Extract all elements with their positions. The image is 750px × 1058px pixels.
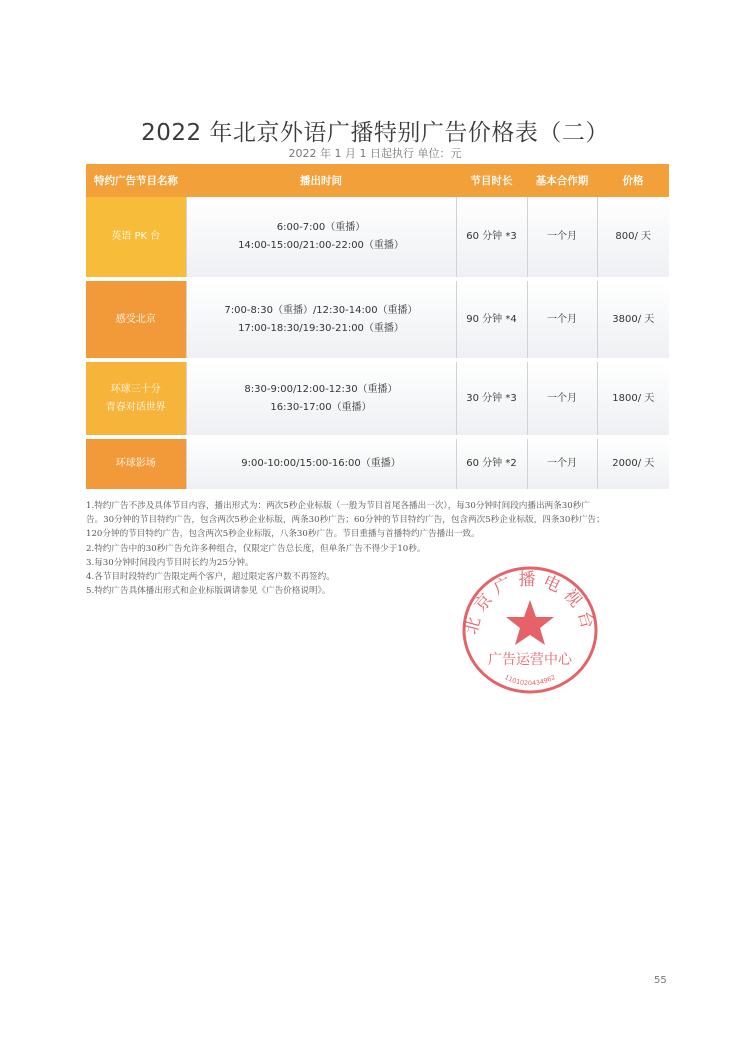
- seal-number: 1101020434962: [503, 673, 557, 688]
- program-name-cell: [86, 360, 186, 437]
- header-program-name: 特约广告节目名称: [86, 164, 186, 197]
- period-cell: 一个月: [527, 197, 597, 279]
- header-air-time: 播出时间: [186, 164, 456, 197]
- program-name: 感受北京: [115, 313, 156, 325]
- duration-cell: 30 分钟 *3: [456, 360, 527, 437]
- air-time-cell: [186, 279, 456, 360]
- table-row: [86, 360, 669, 437]
- svg-text:1101020434962: [503, 673, 557, 687]
- period-cell: 一个月: [527, 360, 597, 437]
- note-line: 120分钟的节目特约广告，包含两次5秒企业标版，八条30秒广告。节目重播与首播特约广告播出一致。: [86, 529, 480, 540]
- price-cell: 800/ 天: [597, 197, 669, 279]
- header-duration: 节目时长: [456, 164, 527, 197]
- seal-top-text: 北京广播电视台: [461, 570, 599, 637]
- table-row: [86, 197, 669, 279]
- air-time-line: 9:00-10:00/15:00-16:00（重播）: [241, 458, 401, 469]
- air-time-line: 17:00-18:30/19:30-21:00（重播）: [238, 322, 404, 334]
- period-cell: 一个月: [527, 279, 597, 360]
- note-line: 3.每30分钟时间段内节目时长约为25分钟。: [86, 557, 254, 568]
- table-row: [86, 279, 669, 360]
- duration-cell: 90 分钟 *4: [456, 279, 527, 360]
- program-name-cell: [86, 279, 186, 360]
- duration-cell: 60 分钟 *3: [456, 197, 527, 279]
- price-cell: 1800/ 天: [597, 360, 669, 437]
- price-cell: 2000/ 天: [597, 437, 669, 491]
- note-line: 4.各节目时段特约广告限定两个客户，超过限定客户数不再签约。: [86, 572, 335, 583]
- price-cell: 3800/ 天: [597, 279, 669, 360]
- period-cell: 一个月: [527, 437, 597, 491]
- air-time-cell: [186, 437, 456, 491]
- air-time-line: 6:00-7:00（重播）: [276, 222, 366, 233]
- page-subtitle: 2022 年 1 月 1 日起执行 单位：元: [288, 147, 462, 160]
- note-line: 2.特约广告中的30秒广告允许多种组合，仅限定广告总长度，但单条广告不得少于10秒。: [86, 543, 426, 554]
- program-name: 环球三十分: [110, 383, 161, 395]
- program-name: 青春对话世界: [105, 401, 166, 413]
- air-time-line: 16:30-17:00（重播）: [270, 401, 372, 413]
- air-time-cell: [186, 197, 456, 279]
- program-name: 英语 PK 台: [111, 231, 161, 242]
- air-time-line: 7:00-8:30（重播）/12:30-14:00（重播）: [224, 304, 418, 316]
- header-period: 基本合作期: [527, 164, 597, 197]
- air-time-line: 8:30-9:00/12:00-12:30（重播）: [244, 383, 398, 395]
- note-line: 5.特约广告具体播出形式和企业标版调请参见《广告价格说明》。: [86, 586, 331, 597]
- official-seal: [455, 560, 605, 700]
- seal-bottom-text: 广告运营中心: [488, 652, 572, 668]
- note-line: 告。30分钟的节目特约广告，包含两次5秒企业标版，两条30秒广告；60分钟的节目特约广告，包含两次5秒企业标版，四条30秒广告；: [86, 515, 605, 526]
- program-name-cell: [86, 197, 186, 279]
- program-name-cell: [86, 437, 186, 491]
- duration-cell: 60 分钟 *2: [456, 437, 527, 491]
- page-number: 55: [654, 975, 667, 986]
- air-time-line: 14:00-15:00/21:00-22:00（重播）: [238, 240, 404, 251]
- page-title: 2022 年北京外语广播特别广告价格表（二）: [141, 120, 609, 146]
- program-name: 环球影场: [115, 458, 156, 469]
- header-price: 价格: [597, 164, 669, 197]
- seal-star-icon: [506, 600, 554, 645]
- air-time-cell: [186, 360, 456, 437]
- note-line: 1.特约广告不涉及具体节目内容，播出形式为：两次5秒企业标版（一般为节目首尾各播出一次），每30分钟时间段内播出两条30秒广: [86, 501, 590, 511]
- table-header-row: [86, 164, 669, 197]
- table-row: [86, 437, 669, 491]
- price-table: [86, 164, 669, 493]
